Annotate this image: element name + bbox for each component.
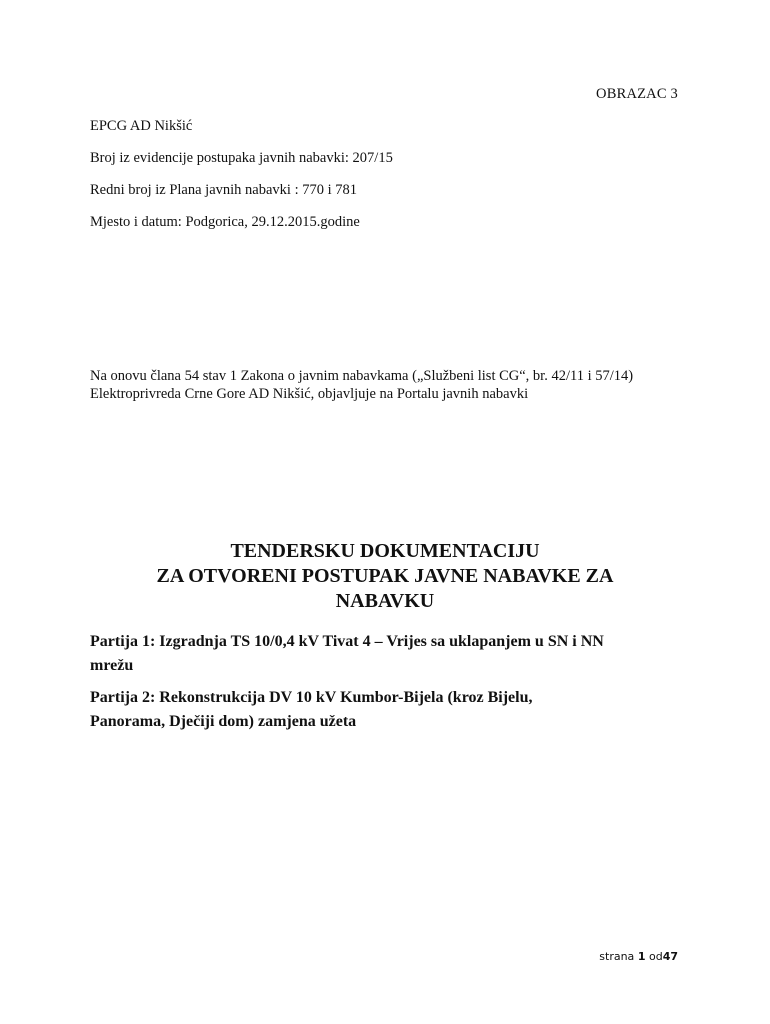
form-number: OBRAZAC 3 (596, 86, 678, 102)
intro-line: Elektroprivreda Crne Gore AD Nikšić, objavljuje na Portalu javnih nabavki (90, 386, 529, 402)
organization-name: EPCG AD Nikšić (90, 118, 193, 134)
title-line: TENDERSKU DOKUMENTACIJU (230, 540, 540, 562)
page-word: strana (599, 950, 635, 963)
document-title (90, 539, 680, 614)
total-pages: 47 (662, 950, 678, 963)
lot-line: Partija 1: Izgradnja TS 10/0,4 kV Tivat 4 – Vrijes sa uklapanjem u SN i NN (90, 633, 604, 650)
lot-line: Partija 2: Rekonstrukcija DV 10 kV Kumbor-Bijela (kroz Bijelu, (90, 689, 533, 706)
intro-paragraph (90, 367, 690, 403)
lot-2 (90, 686, 690, 734)
of-word: od (648, 950, 663, 963)
place-and-date: Mjesto i datum: Podgorica, 29.12.2015.godine (90, 214, 360, 230)
plan-item-number: Redni broj iz Plana javnih nabavki : 770 i 781 (90, 182, 357, 198)
current-page: 1 (637, 950, 646, 963)
lot-1 (90, 630, 690, 678)
page-number (599, 950, 678, 963)
lot-line: Panorama, Dječiji dom) zamjena užeta (90, 713, 357, 730)
lot-line: mrežu (90, 657, 134, 674)
title-line: ZA OTVORENI POSTUPAK JAVNE NABAVKE ZA (156, 565, 614, 587)
title-line: NABAVKU (335, 590, 435, 612)
procurement-record-number: Broj iz evidencije postupaka javnih nabavki: 207/15 (90, 150, 393, 166)
intro-line: Na onovu člana 54 stav 1 Zakona o javnim nabavkama („Službeni list CG“, br. 42/11 i 57/14) (90, 368, 634, 384)
